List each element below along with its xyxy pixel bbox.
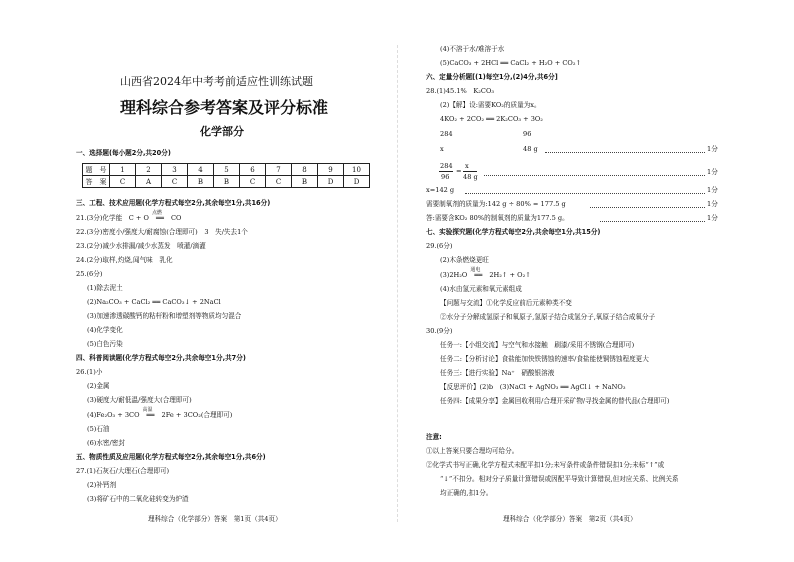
x-value: x=142 g bbox=[426, 186, 455, 194]
answer-26-6: (6)水密/密封 bbox=[87, 439, 125, 447]
table-cell: 6 bbox=[240, 164, 266, 176]
answer-29-3: (3)2H₂O 通电 ══ 2H₂↑ + O₂↑ bbox=[440, 267, 531, 279]
mass-x: x bbox=[440, 145, 444, 153]
answer-25-4: (4)化学变化 bbox=[87, 326, 123, 334]
answer-statement: 答:需要含KO₂ 80%的制氧剂的质量为177.5 g。 bbox=[426, 214, 569, 222]
table-row bbox=[83, 176, 370, 188]
fraction-x: x bbox=[465, 162, 469, 170]
table-cell: C bbox=[162, 176, 188, 188]
answer-28-2: (2)【解】设:需要KO₂的质量为x。 bbox=[440, 101, 541, 109]
fraction-48: 48 g bbox=[463, 173, 478, 181]
note-3: “↓”不扣分。相对分子质量计算错误或因配平导致计算错误,但对应关系、比例关系 bbox=[440, 475, 679, 483]
table-cell: 2 bbox=[136, 164, 162, 176]
note-1: ①以上答案只要合理均可给分。 bbox=[426, 447, 519, 455]
note-4: 均正确的,扣1分。 bbox=[440, 489, 493, 497]
task-3: 任务三:【进行实验】Na⁺ 硝酸银溶液 bbox=[440, 369, 555, 377]
table-cell: C bbox=[240, 176, 266, 188]
point-1: 1分 bbox=[707, 200, 718, 208]
table-cell: 10 bbox=[344, 164, 370, 176]
answer-29-2: (2)木条燃烧更旺 bbox=[440, 256, 489, 264]
page-footer-left: 理科综合（化学部分）答案 第1页（共4页） bbox=[148, 515, 282, 523]
table-cell: 1 bbox=[110, 164, 136, 176]
table-cell: 4 bbox=[188, 164, 214, 176]
answer-28-1: 28.(1)45.1% K₂CO₃ bbox=[426, 87, 495, 95]
section-1-heading: 一、选择题(每小题2分,共20分) bbox=[76, 149, 171, 157]
table-cell: B bbox=[188, 176, 214, 188]
task-3-reflection: 【反思评价】(2)b (3)NaCl + AgNO₃ ══ AgCl↓ + NaNO₃ bbox=[440, 383, 626, 391]
answer-27-2: (2)补钙剂 bbox=[87, 481, 117, 489]
table-cell: C bbox=[266, 176, 292, 188]
need-mass: 需要制氧剂的质量为:142 g ÷ 80% = 177.5 g bbox=[426, 200, 566, 208]
answer-29-6: ②水分子分解成氢原子和氧原子,氢原子结合成氢分子,氧原子结合成氧分子 bbox=[440, 313, 656, 321]
fraction-bar bbox=[439, 171, 453, 172]
task-4: 任务四:【成果分享】金属回收利用/合理开采矿物/寻找金属的替代品(合理即可) bbox=[440, 397, 670, 405]
point-1: 1分 bbox=[707, 145, 718, 153]
answer-25: 25.(6分) bbox=[76, 270, 103, 278]
answer-24: 24.(2分)取样,灼烧,闻气味 乳化 bbox=[76, 256, 173, 264]
point-1: 1分 bbox=[707, 186, 718, 194]
table-cell: A bbox=[136, 176, 162, 188]
answer-26-4: (4)Fe₂O₃ + 3CO 高温 ══ 2Fe + 3CO₂(合理即可) bbox=[87, 407, 233, 419]
answer-22: 22.(3分)密度小/强度大/耐腐蚀(合理即可) 3 失/失去1个 bbox=[76, 228, 248, 236]
fraction-96: 96 bbox=[441, 173, 450, 181]
answer-26-5: (5)石油 bbox=[87, 425, 110, 433]
mass-96: 96 bbox=[523, 130, 532, 138]
table-cell: 9 bbox=[318, 164, 344, 176]
fraction-284: 284 bbox=[440, 162, 453, 170]
dotted-leader bbox=[590, 207, 705, 208]
answer-29-5: 【问题与交流】①化学反应前后元素种类不变 bbox=[440, 299, 572, 307]
table-cell: 3 bbox=[162, 164, 188, 176]
note-2: ②化学式书写正确,化学方程式未配平扣1分;未写条件或条件错误扣1分;未标“↑”或 bbox=[426, 461, 665, 469]
task-2: 任务二:【分析讨论】食盐能加快铁锈蚀的速率/食盐能使铜锈蚀程度更大 bbox=[440, 355, 649, 363]
section-6-heading: 六、定量分析题[(1)每空1分,(2)4分,共6分] bbox=[426, 73, 558, 81]
answer-27-1: 27.(1)石灰石/大理石(合理即可) bbox=[76, 467, 170, 475]
note-heading: 注意: bbox=[426, 433, 442, 441]
table-cell: B bbox=[292, 176, 318, 188]
answer-26-1: 26.(1)小 bbox=[76, 368, 103, 376]
page-divider bbox=[397, 45, 398, 522]
exam-title: 山西省2024年中考考前适应性训练试题 bbox=[120, 75, 313, 88]
equation: 4KO₂ + 2CO₂ ══ 2K₂CO₃ + 3O₂ bbox=[440, 115, 543, 123]
answer-27-3: (3)将矿石中的二氧化硅转变为炉渣 bbox=[87, 495, 189, 503]
point-1: 1分 bbox=[707, 214, 718, 222]
section-5-heading: 五、物质性质及应用题(化学方程式每空2分,其余每空1分,共6分) bbox=[76, 453, 266, 461]
point-1: 1分 bbox=[707, 168, 718, 176]
table-cell: D bbox=[344, 176, 370, 188]
answer-30: 30.(9分) bbox=[426, 327, 453, 335]
table-row bbox=[83, 164, 370, 176]
answer-23: 23.(2分)减少水排漏/减少水蒸发 喷灌/滴灌 bbox=[76, 242, 206, 250]
table-header: 答 案 bbox=[83, 176, 110, 188]
answer-25-3: (3)加速渗透碳酸钙的粘杆粉和增塑剂等物质均匀混合 bbox=[87, 312, 242, 320]
section-7-heading: 七、实验探究题(化学方程式每空2分,共余每空1分,共15分) bbox=[426, 228, 601, 236]
mass-284: 284 bbox=[440, 130, 453, 138]
section-3-heading: 三、工程、技术应用题(化学方程式每空2分,其余每空1分,共16分) bbox=[76, 199, 271, 207]
table-cell: 5 bbox=[214, 164, 240, 176]
answer-27-5: (5)CaCO₃ + 2HCl ══ CaCl₂ + H₂O + CO₂↑ bbox=[440, 59, 581, 67]
dotted-leader bbox=[600, 221, 705, 222]
answer-25-1: (1)除去泥土 bbox=[87, 284, 123, 292]
section-4-heading: 四、科普阅读题(化学方程式每空2分,共余每空1分,共7分) bbox=[76, 354, 246, 362]
table-cell: 8 bbox=[292, 164, 318, 176]
mass-48: 48 g bbox=[523, 145, 538, 153]
page-footer-right: 理科综合（化学部分）答案 第2页（共4页） bbox=[503, 515, 637, 523]
answer-25-2: (2)Na₂CO₃ + CaCl₂ ══ CaCO₃↓ + 2NaCl bbox=[87, 298, 221, 306]
table-cell: 7 bbox=[266, 164, 292, 176]
table-cell: C bbox=[110, 176, 136, 188]
answer-25-5: (5)白色污染 bbox=[87, 340, 123, 348]
table-cell: D bbox=[318, 176, 344, 188]
section-title: 化学部分 bbox=[200, 125, 244, 138]
answer-title: 理科综合参考答案及评分标准 bbox=[120, 98, 329, 117]
answer-26-2: (2)金属 bbox=[87, 382, 110, 390]
dotted-leader bbox=[545, 152, 705, 153]
dotted-leader bbox=[465, 193, 705, 194]
answer-29-4: (4)水由氢元素和氧元素组成 bbox=[440, 285, 522, 293]
answer-21: 21.(3分)化学能 C + O 点燃 ══ CO bbox=[76, 210, 182, 222]
fraction-bar bbox=[463, 171, 477, 172]
answer-table bbox=[82, 163, 370, 188]
answer-27-4: (4)不溶于水/难溶于水 bbox=[440, 45, 505, 53]
table-cell: B bbox=[214, 176, 240, 188]
answer-26-3: (3)硬度大/耐低温/强度大(合理即可) bbox=[87, 396, 192, 404]
table-header: 题 号 bbox=[83, 164, 110, 176]
dotted-leader bbox=[484, 175, 705, 176]
task-1: 任务一:【小组交流】与空气和水接触 刷漆/采用不锈钢(合理即可) bbox=[440, 341, 635, 349]
answer-29: 29.(6分) bbox=[426, 242, 453, 250]
